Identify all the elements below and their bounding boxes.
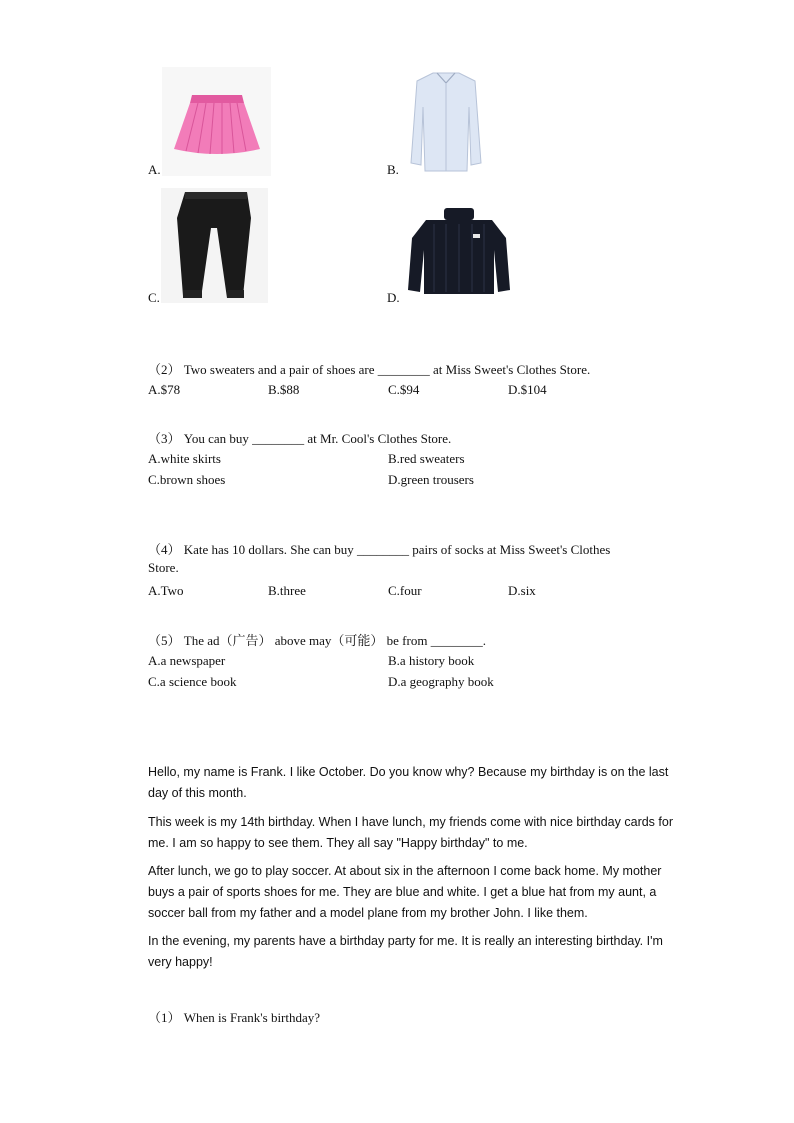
q4-option-c: C.four — [388, 583, 422, 598]
option-a-label: A. — [148, 162, 161, 177]
q5-option-a: A.a newspaper — [148, 653, 226, 668]
q3-option-c: C.brown shoes — [148, 472, 226, 487]
passage-question-1: （1） When is Frank's birthday? — [148, 1010, 321, 1025]
q4-option-b: B.three — [268, 583, 306, 598]
question-5-text: （5） The ad（广告） above may（可能） be from ________. — [148, 633, 486, 648]
q4-option-a: A.Two — [148, 583, 184, 598]
question-4-text: （4） Kate has 10 dollars. She can buy ________ pairs of socks at Miss Sweet's Clothes — [148, 542, 611, 557]
option-d-label: D. — [387, 290, 400, 305]
passage-paragraph-2: This week is my 14th birthday. When I have lunch, my friends come with nice birthday cards for me. I am so happy to see them. They all say "Happy birthday" to me. — [148, 815, 673, 850]
q3-option-d: D.green trousers — [388, 472, 474, 487]
black-sweater-icon — [404, 204, 514, 298]
question-4-text-cont: Store. — [148, 560, 179, 575]
q2-option-b: B.$88 — [268, 382, 300, 397]
passage-paragraph-4: In the evening, my parents have a birthday party for me. It is really an interesting birthday. I'm very happy! — [148, 934, 663, 969]
q2-option-a: A.$78 — [148, 382, 181, 397]
passage-paragraph-1: Hello, my name is Frank. I like October. Do you know why? Because my birthday is on the last day of this month. — [148, 765, 669, 800]
light-blue-shirt-icon — [405, 67, 487, 176]
black-trousers-icon — [161, 188, 268, 303]
q4-option-d: D.six — [508, 583, 536, 598]
q3-option-b: B.red sweaters — [388, 451, 465, 466]
q2-option-d: D.$104 — [508, 382, 547, 397]
option-b-label: B. — [387, 162, 399, 177]
q5-option-b: B.a history book — [388, 653, 475, 668]
question-2-text: （2） Two sweaters and a pair of shoes are ________ at Miss Sweet's Clothes Store. — [148, 362, 591, 377]
q2-option-c: C.$94 — [388, 382, 420, 397]
q5-option-d: D.a geography book — [388, 674, 494, 689]
q5-option-c: C.a science book — [148, 674, 237, 689]
question-3-text: （3） You can buy ________ at Mr. Cool's Clothes Store. — [148, 431, 452, 446]
passage-paragraph-3: After lunch, we go to play soccer. At about six in the afternoon I come back home. My mother buys a pair of sports shoes for me. They are blue and white. I get a blue hat from my aunt, a soccer ball from my father and a model plane from my brother John. I like them. — [148, 864, 662, 920]
pink-skirt-icon — [162, 67, 271, 176]
option-c-label: C. — [148, 290, 160, 305]
q3-option-a: A.white skirts — [148, 451, 221, 466]
